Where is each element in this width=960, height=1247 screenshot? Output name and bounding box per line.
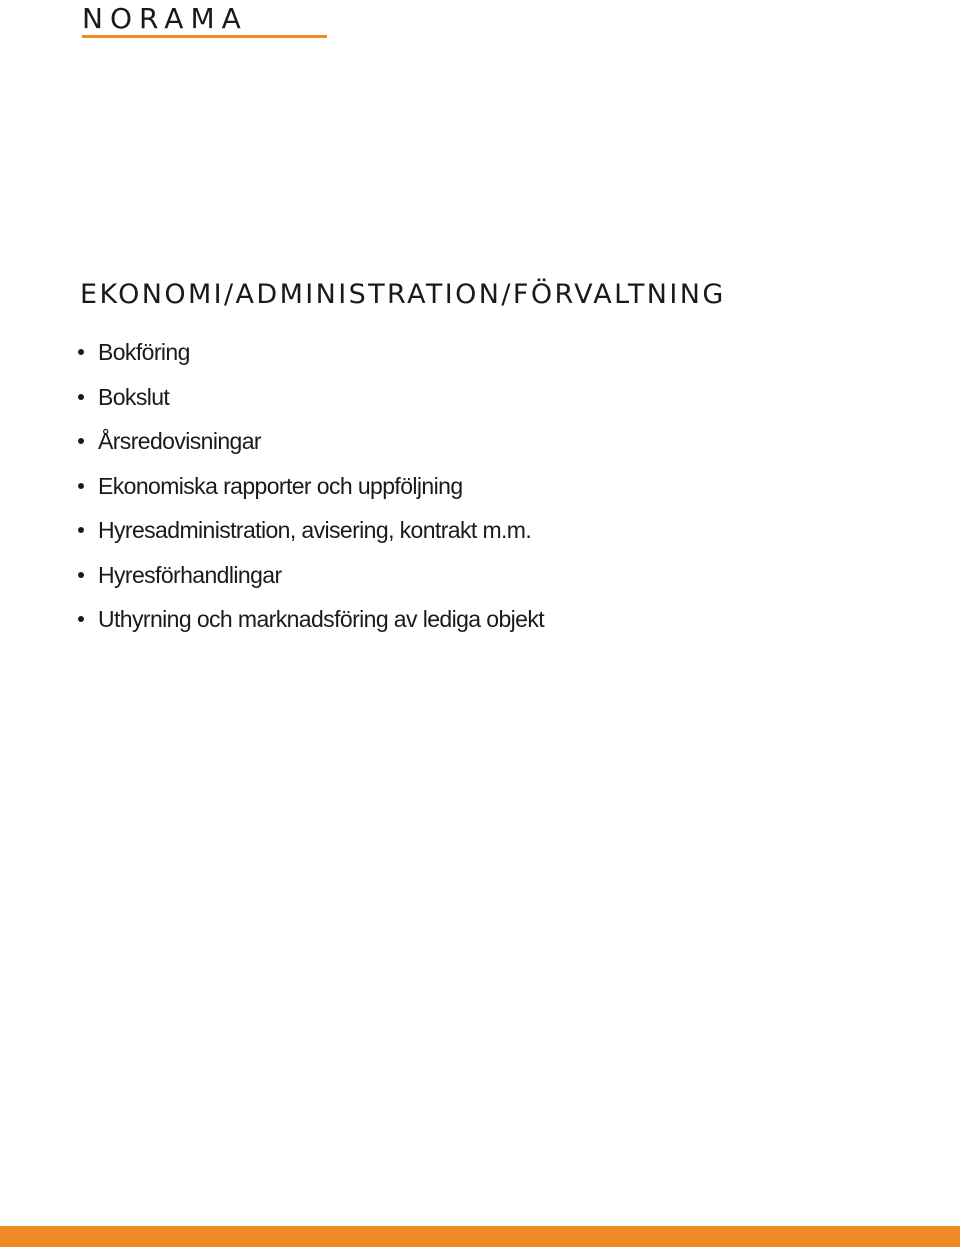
bullet-icon xyxy=(78,527,84,533)
service-list xyxy=(76,336,544,648)
list-item xyxy=(76,381,544,426)
section-heading: EKONOMI/ADMINISTRATION/FÖRVALTNING xyxy=(80,279,726,310)
list-item-label: Årsredovisningar xyxy=(98,428,261,454)
bullet-icon xyxy=(78,483,84,489)
list-item-label: Ekonomiska rapporter och uppföljning xyxy=(98,472,463,499)
list-item xyxy=(76,603,544,648)
bullet-icon xyxy=(78,616,84,622)
logo-wordmark: NORAMA xyxy=(82,2,248,35)
list-item-label: Bokföring xyxy=(98,339,190,365)
bullet-icon xyxy=(78,349,84,355)
footer-accent-bar xyxy=(0,1226,960,1247)
list-item-label: Hyresförhandlingar xyxy=(98,561,282,588)
norama-logo xyxy=(82,2,328,40)
list-item-label: Hyresadministration, avisering, kontrakt m.m. xyxy=(98,517,532,543)
logo-underline xyxy=(82,35,327,38)
bullet-icon xyxy=(78,394,84,400)
list-item xyxy=(76,559,544,604)
list-item xyxy=(76,470,544,515)
list-item xyxy=(76,336,544,381)
list-item xyxy=(76,425,544,470)
list-item-label: Bokslut xyxy=(98,383,170,410)
list-item-label: Uthyrning och marknadsföring av lediga objekt xyxy=(98,606,545,632)
bullet-icon xyxy=(78,438,84,444)
bullet-icon xyxy=(78,572,84,578)
list-item xyxy=(76,514,544,559)
